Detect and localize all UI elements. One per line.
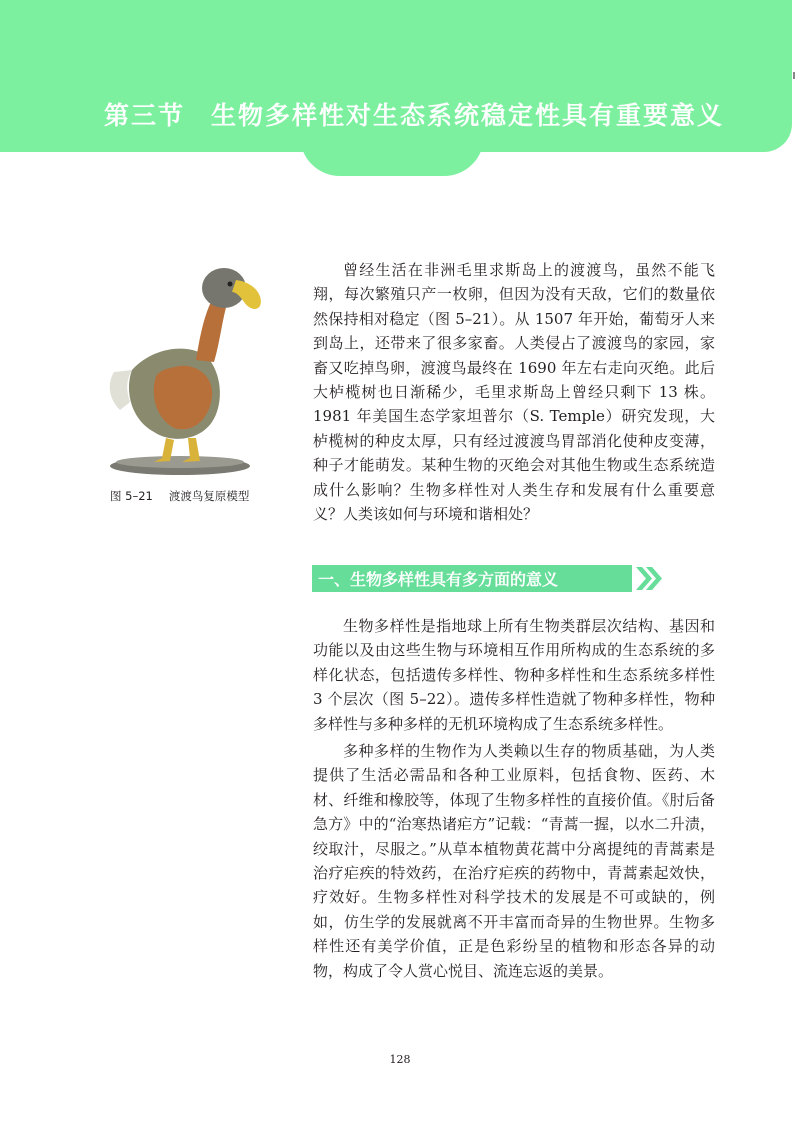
dodo-figure-image — [96, 262, 268, 476]
section-title: 生物多样性对生态系统稳定性具有重要意义 — [211, 101, 725, 130]
page-number: 128 — [389, 1053, 411, 1066]
intro-paragraph: 曾经生活在非洲毛里求斯岛上的渡渡鸟，虽然不能飞翔，每次繁殖只产一枚卵，但因为没有天敌，它们的数量依然保持相对稳定（图 5–21）。从 1507 年开始，葡萄牙人来到岛上，还带来了很多家畜。人类侵占了渡渡鸟的家园，家畜又吃掉鸟卵，渡渡鸟最终在 1690 年左右走向灭绝。此后大栌榄树也日渐稀少，毛里求斯岛上曾经只剩下 13 株。1981 年美国生态学家坦普尔（S. Temple）研究发现，大栌榄树的种皮太厚，只有经过渡渡鸟胃部消化使种皮变薄，种子才能萌发。某种生物的灭绝会对其他生物或生态系统造成什么影响？生物多样性对人类生存和发展有什么重要意义？人类该如何与环境和谐相处？ — [313, 261, 715, 524]
edge-mark — [793, 72, 795, 79]
section-heading — [104, 96, 724, 132]
double-chevron-icon — [634, 565, 664, 592]
figure-caption — [110, 488, 249, 504]
section-number: 第三节 — [104, 101, 186, 130]
body-paragraph: 生物多样性是指地球上所有生物类群层次结构、基因和功能以及由这些生物与环境相互作用所构成的生态系统的多样化状态，包括遗传多样性、物种多样性和生态系统多样性 3 个层次（图 5–22）。遗传多样性造就了物种多样性，物种多样性与多种多样的无机环境构成了生态系统多样性。 — [313, 617, 715, 733]
subsection-heading: 一、生物多样性具有多方面的意义 — [318, 570, 559, 589]
body-paragraph: 多种多样的生物作为人类赖以生存的物质基础，为人类提供了生活必需品和各种工业原料，包括食物、医药、木材、纤维和橡胶等，体现了生物多样性的直接价值。《肘后备急方》中的“治寒热诸疟方”记载：“青蒿一握，以水二升渍，绞取汁，尽服之。”从草本植物黄花蒿中分离提纯的青蒿素是治疗疟疾的特效药，在治疗疟疾的药物中，青蒿素起效快，疗效好。生物多样性对科学技术的发展是不可或缺的，例如，仿生学的发展就离不开丰富而奇异的生物世界。生物多样性还有美学价值，正是色彩纷呈的植物和形态各异的动物，构成了令人赏心悦目、流连忘返的美景。 — [313, 742, 715, 980]
figure-caption-number: 图 5–21 — [110, 489, 153, 503]
figure-caption-text: 渡渡鸟复原模型 — [168, 489, 250, 503]
subsection-heading-bar — [312, 565, 632, 592]
